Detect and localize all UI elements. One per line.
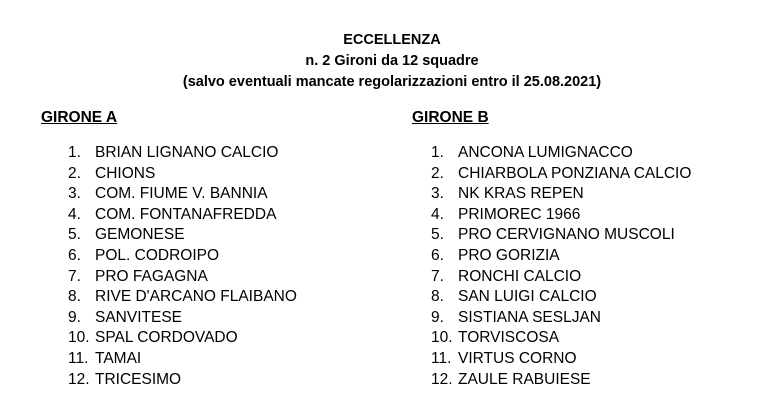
team-name: PRO FAGAGNA: [95, 267, 208, 285]
document-note: (salvo eventuali mancate regolarizzazioni entro il 25.08.2021): [182, 74, 602, 90]
team-number: 5.: [431, 226, 444, 244]
team-name: BRIAN LIGNANO CALCIO: [95, 144, 279, 161]
team-name: SISTIANA SESLJAN: [458, 308, 601, 326]
team-name: TORVISCOSA: [458, 329, 560, 347]
team-list-item: [41, 143, 297, 164]
team-number: 7.: [68, 267, 81, 285]
team-list-item: [41, 349, 297, 370]
team-list-item: [412, 349, 691, 370]
team-name: CHIARBOLA PONZIANA CALCIO: [458, 164, 692, 182]
team-list-item: [41, 164, 297, 185]
document-title: ECCELLENZA: [343, 32, 441, 48]
team-number: 12.: [431, 370, 453, 388]
team-name: COM. FONTANAFREDDA: [95, 205, 277, 223]
team-list-item: [412, 370, 691, 391]
team-list-item: [412, 143, 691, 164]
team-name: VIRTUS CORNO: [458, 349, 577, 367]
team-list-item: [41, 267, 297, 288]
team-number: 6.: [68, 246, 81, 264]
team-number: 4.: [431, 205, 444, 223]
team-name: SANVITESE: [95, 308, 182, 326]
team-list-item: [412, 184, 691, 205]
team-list-item: [412, 287, 691, 308]
team-list-item: [41, 287, 297, 308]
team-number: 11.: [431, 349, 452, 367]
team-list-item: [41, 308, 297, 329]
team-name: NK KRAS REPEN: [458, 185, 584, 203]
team-number: 2.: [68, 164, 81, 182]
team-number: 10.: [68, 329, 90, 347]
team-number: 8.: [431, 288, 444, 306]
team-number: 3.: [68, 185, 81, 203]
team-name: RIVE D'ARCANO FLAIBANO: [95, 288, 297, 306]
team-list-item: [412, 308, 691, 329]
team-list-item: [412, 267, 691, 288]
team-number: 9.: [68, 308, 81, 326]
team-list-item: [412, 205, 691, 226]
team-name: SPAL CORDOVADO: [95, 329, 238, 347]
team-name: TAMAI: [95, 349, 142, 367]
team-number: 2.: [431, 164, 444, 182]
group-a-title: GIRONE A: [41, 109, 118, 126]
team-name: POL. CODROIPO: [95, 246, 220, 264]
team-name: COM. FIUME V. BANNIA: [95, 185, 268, 203]
team-number: 9.: [431, 308, 444, 326]
team-name: GEMONESE: [95, 226, 185, 244]
team-name: ANCONA LUMIGNACCO: [458, 144, 633, 161]
team-number: 4.: [68, 205, 81, 223]
group-b-team-list: [412, 143, 691, 390]
team-number: 1.: [431, 144, 444, 161]
team-list-item: [412, 164, 691, 185]
team-list-item: [41, 370, 297, 391]
team-number: 3.: [431, 185, 444, 203]
team-number: 6.: [431, 246, 444, 264]
team-name: PRO CERVIGNANO MUSCOLI: [458, 226, 675, 244]
group-b: [412, 108, 691, 390]
group-a: [41, 108, 297, 390]
team-number: 11.: [68, 349, 89, 367]
team-number: 8.: [68, 288, 81, 306]
team-name: PRIMOREC 1966: [458, 205, 581, 223]
team-number: 12.: [68, 370, 90, 388]
team-number: 1.: [68, 144, 81, 161]
team-list-item: [41, 225, 297, 246]
team-name: SAN LUIGI CALCIO: [458, 288, 597, 306]
team-list-item: [41, 184, 297, 205]
team-name: PRO GORIZIA: [458, 246, 560, 264]
group-a-team-list: [41, 143, 297, 390]
team-name: TRICESIMO: [95, 370, 182, 388]
team-list-item: [41, 246, 297, 267]
group-b-title: GIRONE B: [412, 109, 489, 126]
document-subtitle: n. 2 Gironi da 12 squadre: [305, 53, 479, 69]
team-number: 5.: [68, 226, 81, 244]
team-list-item: [412, 225, 691, 246]
team-list-item: [41, 205, 297, 226]
team-number: 7.: [431, 267, 444, 285]
team-list-item: [412, 246, 691, 267]
team-list-item: [412, 328, 691, 349]
team-name: RONCHI CALCIO: [458, 267, 582, 285]
team-list-item: [41, 328, 297, 349]
team-name: ZAULE RABUIESE: [458, 370, 591, 388]
team-name: CHIONS: [95, 164, 156, 182]
document-header: [0, 30, 784, 93]
team-number: 10.: [431, 329, 453, 347]
